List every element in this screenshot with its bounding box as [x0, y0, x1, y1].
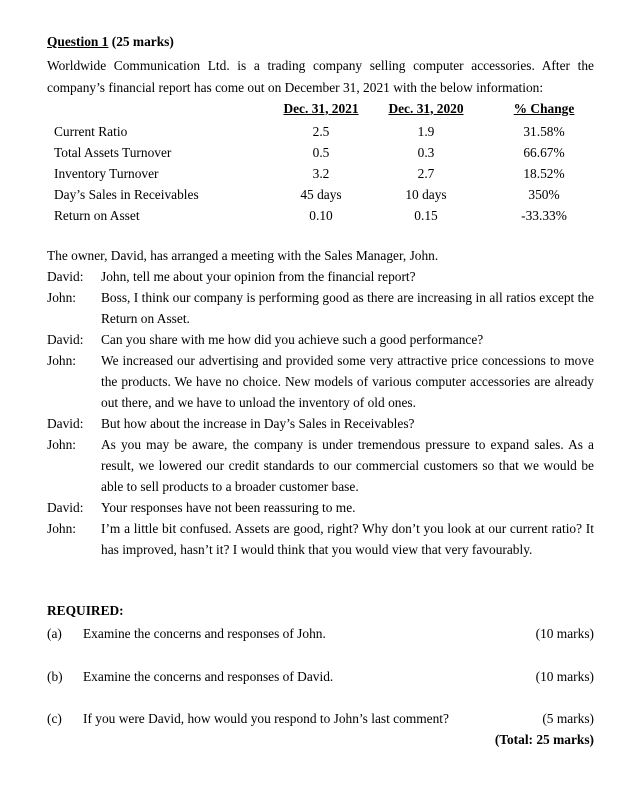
item-marks: (5 marks) — [542, 711, 594, 726]
table-cell: 1.9 — [417, 123, 435, 139]
total-marks: (Total: 25 marks) — [494, 732, 594, 747]
dialogue-line — [47, 350, 594, 413]
table-cell: 2.7 — [417, 165, 435, 181]
table-cell: 66.67% — [523, 144, 565, 160]
table-header-row — [47, 98, 602, 119]
dialogue-text: Your responses have not been reassuring to me. — [101, 500, 356, 515]
table-cell: 2.5 — [312, 123, 330, 139]
required-item-a — [47, 624, 594, 644]
question-title: Question 1 — [47, 34, 109, 49]
table-row — [47, 119, 602, 142]
financial-ratios-table — [47, 98, 602, 226]
table-cell: 31.58% — [523, 123, 565, 139]
item-label: (c) — [47, 711, 62, 726]
table-cell: 0.3 — [417, 144, 435, 160]
table-cell: 3.2 — [312, 165, 330, 181]
table-row — [47, 205, 602, 226]
speaker-label: John: — [47, 437, 77, 452]
item-label: (b) — [47, 669, 63, 684]
speaker-label: John: — [47, 353, 77, 368]
dialogue-line — [47, 329, 594, 350]
dialogue-text: I’m a little bit confused. Assets are good, right? Why don’t you look at our current ratio? It has improved, hasn’t it? I would think that you would view that very favourably. — [101, 521, 594, 557]
item-marks: (10 marks) — [535, 626, 594, 641]
table-header: % Change — [513, 100, 575, 116]
item-text: Examine the concerns and responses of David. — [83, 669, 334, 684]
item-marks: (10 marks) — [535, 669, 594, 684]
item-text: If you were David, how would you respond to John’s last comment? — [83, 711, 449, 726]
table-header: Dec. 31, 2020 — [388, 100, 464, 116]
dialogue-section — [47, 245, 594, 560]
table-header: Dec. 31, 2021 — [283, 100, 359, 116]
speaker-label: David: — [47, 332, 84, 347]
table-cell: Inventory Turnover — [54, 165, 159, 181]
dialogue-line — [47, 497, 594, 518]
table-cell: 18.52% — [523, 165, 565, 181]
dialogue-line — [47, 434, 594, 497]
required-item-b — [47, 667, 594, 687]
table-header — [47, 98, 276, 119]
dialogue-text: John, tell me about your opinion from the financial report? — [101, 269, 416, 284]
dialogue-line — [47, 287, 594, 329]
dialogue-text: As you may be aware, the company is under tremendous pressure to expand sales. As a result, we lowered our credit standards to our commercial customers so that we would be able to sell products to a broader customer base. — [101, 437, 594, 494]
speaker-label: David: — [47, 416, 84, 431]
table-cell: Current Ratio — [54, 123, 128, 139]
table-cell: 350% — [528, 186, 560, 202]
item-label: (a) — [47, 626, 62, 641]
table-cell: 0.10 — [309, 207, 333, 223]
dialogue-line — [47, 518, 594, 560]
table-cell: -33.33% — [521, 207, 567, 223]
dialogue-text: But how about the increase in Day’s Sales in Receivables? — [101, 416, 415, 431]
table-row — [47, 163, 602, 184]
speaker-label: David: — [47, 500, 84, 515]
required-item-c — [47, 709, 594, 729]
question-heading — [47, 34, 174, 50]
speaker-label: David: — [47, 269, 84, 284]
dialogue-line — [47, 413, 594, 434]
table-cell: 0.15 — [414, 207, 438, 223]
table-cell: Total Assets Turnover — [54, 144, 172, 160]
question-marks: (25 marks) — [108, 34, 174, 49]
question-intro: Worldwide Communication Ltd. is a trading company selling computer accessories. After the company’s financial report has come out on December 31, 2021 with the below information: — [47, 58, 594, 95]
table-row — [47, 142, 602, 163]
item-text: Examine the concerns and responses of John. — [83, 626, 326, 641]
dialogue-text: Boss, I think our company is performing good as there are increasing in all ratios except the Return on Asset. — [101, 290, 594, 326]
speaker-label: John: — [47, 521, 77, 536]
table-cell: Return on Asset — [54, 207, 140, 223]
dialogue-text: We increased our advertising and provided some very attractive price concessions to move the products. We have no choice. New models of various computer accessories are already out there, and we have to unload the inventory of old ones. — [101, 353, 594, 410]
table-cell: Day’s Sales in Receivables — [54, 186, 199, 202]
required-heading: REQUIRED: — [47, 603, 124, 618]
table-cell: 0.5 — [312, 144, 330, 160]
dialogue-line — [47, 266, 594, 287]
table-cell: 10 days — [405, 186, 447, 202]
table-cell: 45 days — [300, 186, 342, 202]
dialogue-text: Can you share with me how did you achieve such a good performance? — [101, 332, 484, 347]
speaker-label: John: — [47, 290, 77, 305]
table-row — [47, 184, 602, 205]
dialogue-intro: The owner, David, has arranged a meeting with the Sales Manager, John. — [47, 248, 439, 263]
